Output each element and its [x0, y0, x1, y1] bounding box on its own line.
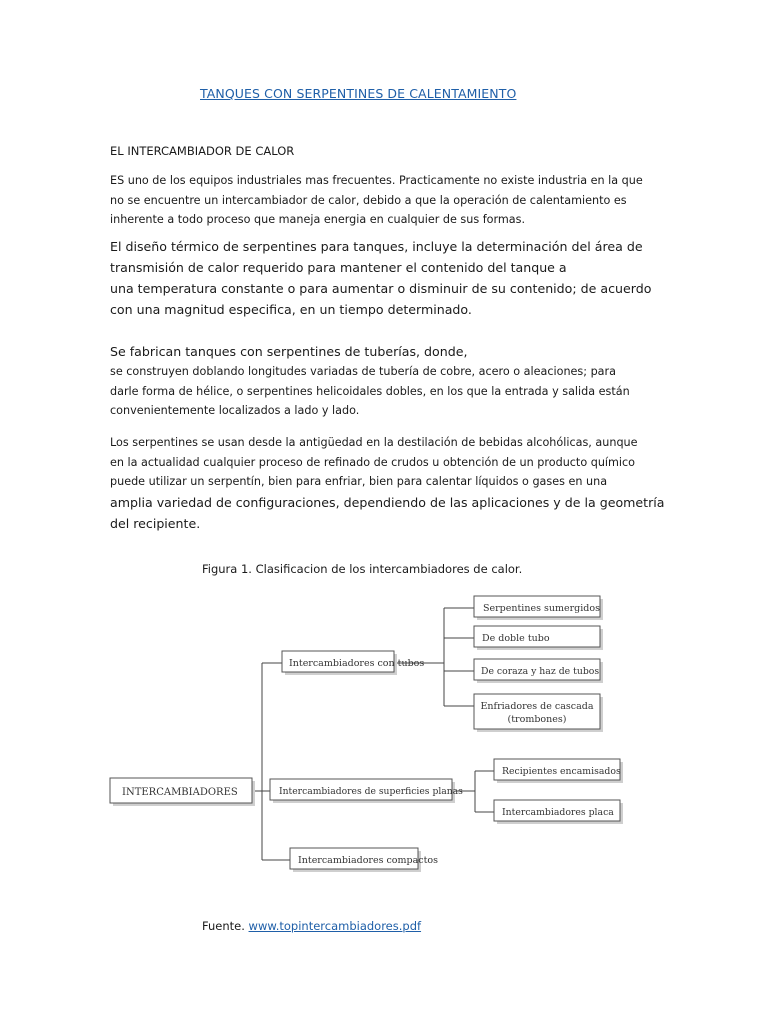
diagram-label: INTERCAMBIADORES: [122, 787, 238, 798]
source-link[interactable]: www.topintercambiadores.pdf: [248, 919, 422, 933]
text-line: con una magnitud especifica, en un tiempo determinado.: [110, 302, 472, 317]
diagram-label: Intercambiadores con tubos: [289, 658, 425, 669]
diagram-label: Enfriadores de cascada: [480, 701, 594, 712]
text-line: darle forma de hélice, o serpentines helicoidales dobles, en los que la entrada y salida están: [110, 384, 630, 398]
figure-caption: Figura 1. Clasificacion de los intercambiadores de calor.: [202, 562, 523, 576]
diagram-node-serpentines: [474, 596, 603, 620]
diagram-label: Intercambiadores de superficies planas: [279, 786, 463, 797]
diagram-label: De coraza y haz de tubos: [481, 666, 600, 677]
diagram-node-tubos: [282, 651, 424, 675]
source-label: Fuente.: [202, 919, 245, 933]
text-line: amplia variedad de configuraciones, dependiendo de las aplicaciones y de la geometría: [110, 494, 665, 510]
text-line: Se fabrican tanques con serpentines de tuberías, donde,: [110, 344, 468, 359]
diagram-node-compactos: [290, 848, 438, 872]
diagram-label: (trombones): [507, 714, 567, 725]
diagram-label: Intercambiadores compactos: [298, 855, 439, 866]
figure-source: [202, 919, 421, 933]
text-line: se construyen doblando longitudes variadas de tubería de cobre, acero o aleaciones; para: [110, 365, 616, 378]
diagram-label: De doble tubo: [482, 633, 550, 644]
text-line: inherente a todo proceso que maneja energia en cualquier de sus formas.: [110, 213, 526, 226]
diagram-label: Serpentines sumergidos: [483, 603, 600, 614]
text-line: no se encuentre un intercambiador de calor, debido a que la operación de calentamiento es: [110, 193, 627, 207]
text-line: puede utilizar un serpentín, bien para enfriar, bien para calentar líquidos o gases en una: [110, 475, 608, 488]
text-line: Los serpentines se usan desde la antigüedad en la destilación de bebidas alcohólicas, aunque: [110, 436, 638, 449]
text-line: transmisión de calor requerido para mantener el contenido del tanque a: [110, 260, 567, 275]
text-line: en la actualidad cualquier proceso de refinado de crudos u obtención de un producto químico: [110, 455, 636, 469]
diagram-node-enfriadores: [474, 694, 603, 732]
text-line: ES uno de los equipos industriales mas frecuentes. Practicamente no existe industria en la que: [110, 174, 643, 187]
diagram-node-recipientes: [494, 759, 623, 783]
diagram-label: Recipientes encamisados: [502, 766, 621, 777]
diagram-node-doble-tubo: [474, 626, 603, 650]
diagram-node-coraza: [474, 659, 603, 683]
diagram-node-root: [110, 778, 255, 806]
text-line: una temperatura constante o para aumentar o disminuir de su contenido; de acuerdo: [110, 281, 652, 296]
text-line: del recipiente.: [110, 515, 201, 531]
section-heading: EL INTERCAMBIADOR DE CALOR: [110, 144, 295, 158]
diagram-node-placa: [494, 800, 623, 824]
text-line: El diseño térmico de serpentines para tanques, incluye la determinación del área de: [110, 239, 643, 254]
diagram-node-planas: [270, 779, 463, 803]
diagram-connectors: [254, 608, 494, 860]
text-line: convenientemente localizados a lado y lado.: [110, 404, 360, 417]
document-title: TANQUES CON SERPENTINES DE CALENTAMIENTO: [200, 86, 517, 101]
diagram-label: Intercambiadores placa: [502, 807, 614, 818]
